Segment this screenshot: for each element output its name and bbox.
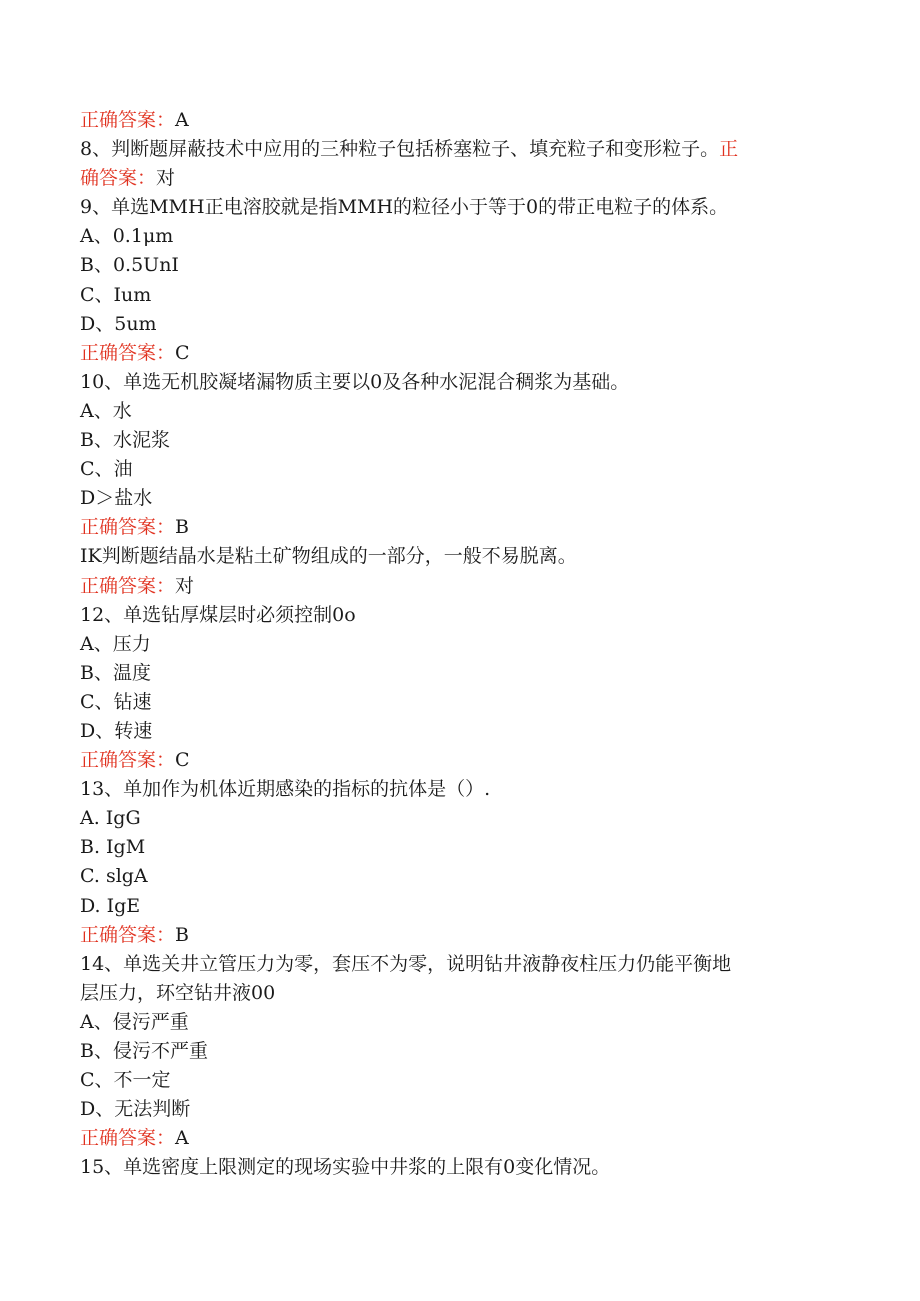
- option-item: C、钻速: [80, 690, 152, 713]
- option-item: C、油: [80, 458, 133, 481]
- answer-label: 正确答案：: [80, 574, 176, 597]
- question-stem: 15、单选密度上限测定的现场实验中井浆的上限有0变化情况。: [80, 1156, 611, 1179]
- answer-value: B: [175, 923, 189, 946]
- question-stem: 12、单选钻厚煤层时必须控制0o: [80, 603, 356, 626]
- option-item: A、0.1μm: [80, 225, 174, 248]
- answer-line: [80, 921, 830, 950]
- answer-label: 确答案：: [80, 167, 157, 190]
- option-item: A、水: [80, 399, 132, 422]
- answer-line: [80, 746, 830, 775]
- option-item: D＞盐水: [80, 487, 153, 510]
- question-list: [80, 106, 830, 1182]
- answer-value: C: [175, 341, 190, 364]
- answer-label: 正确答案：: [80, 109, 176, 131]
- question-stem-continued: 层压力，环空钻井液00: [80, 981, 276, 1004]
- option-item: B、温度: [80, 661, 151, 684]
- option-item: B. IgM: [80, 836, 146, 859]
- answer-line: [80, 106, 830, 135]
- option-item: D、5um: [80, 312, 157, 335]
- option-item: D、转速: [80, 719, 153, 742]
- answer-label: 正: [719, 138, 739, 161]
- answer-label: 正确答案：: [80, 1127, 176, 1150]
- answer-label: 正确答案：: [80, 923, 176, 946]
- answer-line: [80, 1124, 830, 1153]
- question-stem: 14、单选关井立管压力为零，套压不为零，说明钻井液静夜柱压力仍能平衡地: [80, 952, 732, 975]
- question-stem: IK判断题结晶水是粘土矿物组成的一部分，一般不易脱离。: [80, 545, 577, 568]
- option-item: D、无法判断: [80, 1098, 191, 1121]
- answer-line: [80, 572, 830, 601]
- option-item: A、压力: [80, 632, 151, 655]
- question-stem: 9、单选MMH正电溶胶就是指MMH的粒径小于等于0的带正电粒子的体系。: [80, 196, 729, 219]
- answer-value: A: [175, 1127, 189, 1150]
- question-stem: [80, 135, 830, 164]
- option-item: B、侵污不严重: [80, 1040, 208, 1062]
- question-text: 8、判断题屏蔽技术中应用的三种粒子包括桥塞粒子、填充粒子和变形粒子。: [80, 138, 720, 161]
- answer-label: 正确答案：: [80, 341, 176, 364]
- answer-value: A: [175, 109, 189, 131]
- option-item: B、0.5UnI: [80, 254, 179, 277]
- option-item: C、Ium: [80, 283, 152, 306]
- option-item: B、水泥浆: [80, 429, 170, 452]
- answer-value: B: [175, 516, 189, 539]
- option-item: A、侵污严重: [80, 1010, 189, 1033]
- question-stem: 10、单选无机胶凝堵漏物质主要以0及各种水泥混合稠浆为基础。: [80, 370, 630, 393]
- answer-line: [80, 513, 830, 542]
- option-item: D. IgE: [80, 894, 141, 917]
- option-item: A. IgG: [80, 807, 141, 830]
- answer-label: 正确答案：: [80, 749, 176, 772]
- answer-line: [80, 339, 830, 368]
- option-item: C. slgA: [80, 865, 148, 888]
- answer-line: [80, 164, 830, 193]
- option-item: C、不一定: [80, 1069, 171, 1092]
- answer-value: 对: [156, 167, 176, 190]
- question-stem: 13、单加作为机体近期感染的指标的抗体是（）.: [80, 778, 491, 801]
- answer-value: 对: [175, 574, 195, 597]
- answer-label: 正确答案：: [80, 516, 176, 539]
- answer-value: C: [175, 749, 190, 772]
